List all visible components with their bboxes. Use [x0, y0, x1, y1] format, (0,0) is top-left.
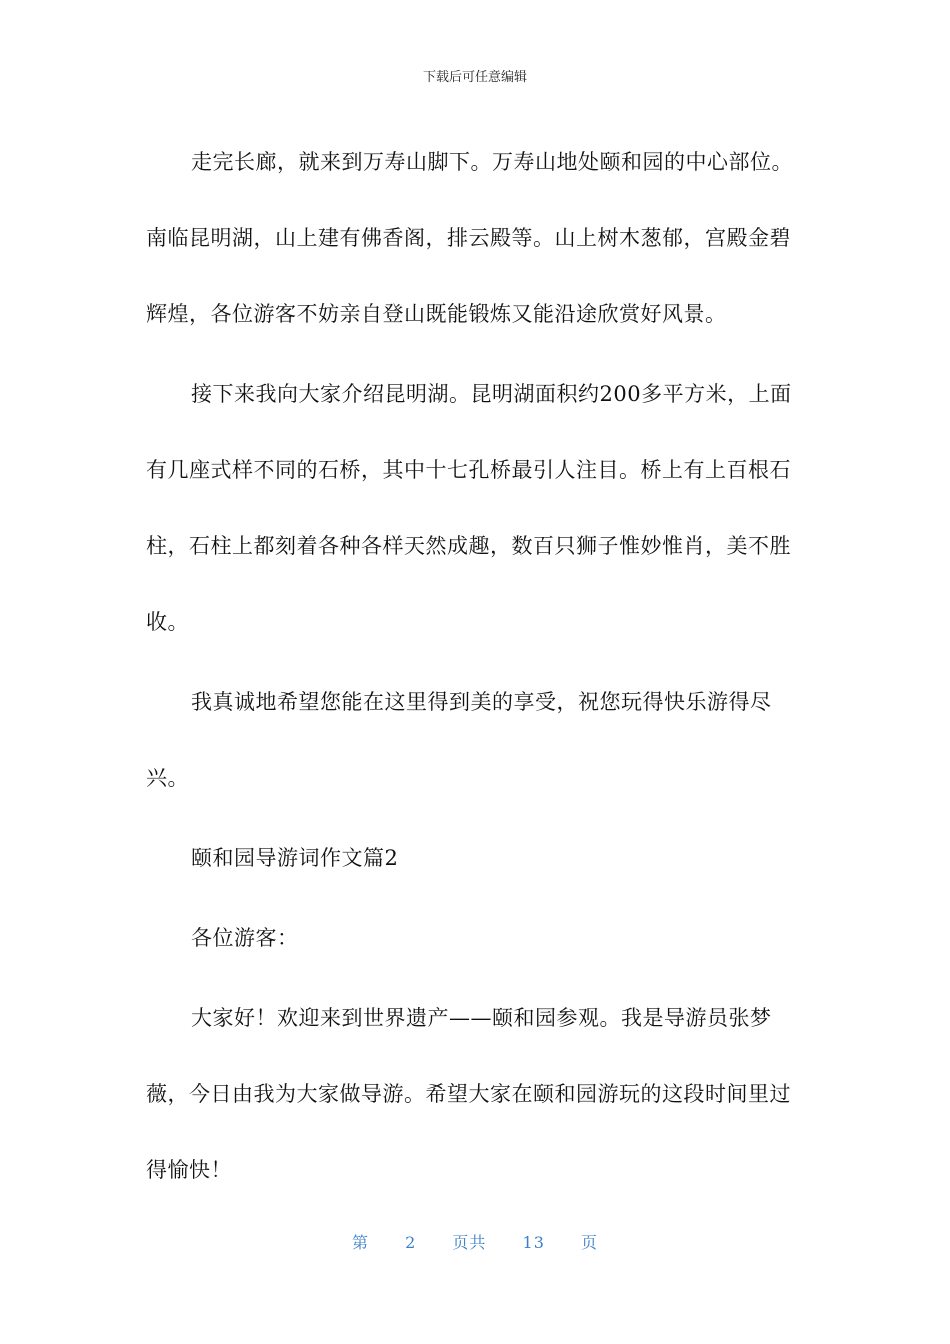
- page-header: [0, 66, 950, 85]
- footer-total-pages: 13: [522, 1233, 545, 1252]
- section-title: 颐和园导游词作文篇2: [191, 846, 399, 870]
- header-text: 下载后可任意编辑: [422, 70, 527, 85]
- page-footer: [0, 1230, 950, 1253]
- paragraph-welcome: 大家好！欢迎来到世界遗产——颐和园参观。我是导游员张梦薇，今日由我为大家做导游。希望大家在颐和园游玩的这段时间里过得愉快！: [146, 1006, 791, 1182]
- footer-current-page: 2: [405, 1233, 417, 1252]
- footer-page-suffix: 页: [580, 1233, 598, 1252]
- paragraph-wanshou-hill: 走完长廊，就来到万寿山脚下。万寿山地处颐和园的中心部位。南临昆明湖，山上建有佛香阁，排云殿等。山上树木葱郁，宫殿金碧辉煌，各位游客不妨亲自登山既能锻炼又能沿途欣赏好风景。: [146, 150, 793, 326]
- document-body: [146, 124, 806, 1212]
- paragraph-kunming-lake: 接下来我向大家介绍昆明湖。昆明湖面积约200多平方米，上面有几座式样不同的石桥，其中十七孔桥最引人注目。桥上有上百根石柱，石柱上都刻着各种各样天然成趣，数百只狮子惟妙惟肖，美不胜收。: [146, 382, 792, 634]
- paragraph-closing-wish: 我真诚地希望您能在这里得到美的享受，祝您玩得快乐游得尽兴。: [146, 690, 772, 790]
- paragraph-greeting: 各位游客：: [191, 926, 299, 950]
- footer-total-label: 页共: [452, 1233, 487, 1252]
- footer-page-label: 第: [352, 1233, 370, 1252]
